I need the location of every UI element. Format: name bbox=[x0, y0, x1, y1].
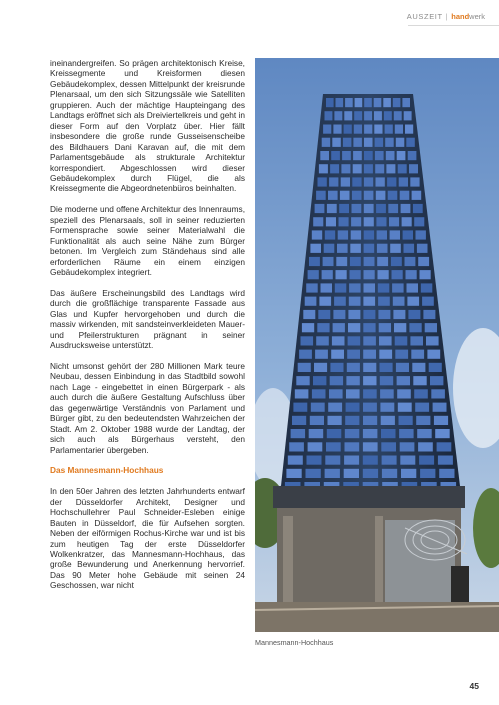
window-pane bbox=[306, 283, 318, 292]
window-pane bbox=[325, 230, 335, 239]
window-pane bbox=[374, 111, 382, 120]
window-pane bbox=[309, 257, 320, 266]
window-pane bbox=[426, 336, 439, 345]
window-pane bbox=[318, 177, 327, 186]
window-pane bbox=[305, 297, 317, 306]
window-pane bbox=[417, 429, 432, 438]
window-pane bbox=[315, 204, 325, 213]
window-pane bbox=[393, 98, 401, 107]
window-pane bbox=[414, 389, 428, 398]
window-pane bbox=[301, 336, 314, 345]
window-pane bbox=[429, 363, 442, 372]
window-pane bbox=[332, 138, 341, 147]
window-pane bbox=[390, 244, 401, 253]
header-section: AUSZEIT bbox=[406, 12, 443, 21]
window-pane bbox=[312, 230, 322, 239]
window-pane bbox=[337, 244, 348, 253]
paragraph-5: In den 50er Jahren des letzten Jahrhunderts entwarf der Düsseldorfer Architekt, Designer und Hochschullehrer Paul Schneider-Esleben einige Bauten in Düsseldorf, die für Aufsehen sorgten. Neben der eiförmigen Rochus-Kirche war und ist bis zum heutigen Tag der erste Düsseldorfer Wolkenkratzer, das Mannesmann-Hochhaus, das große Bewunderung und Anerkennung hervorrief. Das 90 Meter hohe Gebäude mit seinen 24 Geschossen, war nicht bbox=[50, 486, 245, 591]
window-pane bbox=[422, 297, 434, 306]
window-pane bbox=[377, 257, 388, 266]
window-pane bbox=[416, 230, 426, 239]
window-pane bbox=[324, 244, 335, 253]
window-pane bbox=[340, 191, 350, 200]
window-pane bbox=[353, 164, 362, 173]
window-pane bbox=[364, 270, 375, 279]
article-text-column bbox=[50, 58, 245, 601]
window-pane bbox=[364, 191, 374, 200]
window-pane bbox=[349, 283, 361, 292]
window-pane bbox=[404, 244, 415, 253]
window-pane bbox=[363, 376, 376, 385]
window-pane bbox=[339, 217, 349, 226]
window-pane bbox=[346, 389, 360, 398]
window-pane bbox=[398, 403, 412, 412]
window-pane bbox=[332, 336, 345, 345]
window-pane bbox=[414, 217, 424, 226]
window-pane bbox=[342, 151, 351, 160]
window-pane bbox=[317, 323, 329, 332]
window-pane bbox=[298, 363, 311, 372]
window-pane bbox=[347, 363, 360, 372]
window-pane bbox=[292, 416, 306, 425]
window-pane bbox=[403, 230, 413, 239]
window-pane bbox=[319, 297, 331, 306]
window-pane bbox=[363, 323, 375, 332]
window-pane bbox=[349, 297, 361, 306]
header-rule bbox=[408, 25, 499, 26]
window-pane bbox=[398, 164, 407, 173]
window-pane bbox=[409, 323, 421, 332]
window-pane bbox=[410, 177, 419, 186]
window-pane bbox=[404, 111, 412, 120]
window-pane bbox=[299, 350, 312, 359]
window-pane bbox=[399, 429, 414, 438]
window-pane bbox=[394, 111, 402, 120]
window-pane bbox=[291, 429, 306, 438]
window-pane bbox=[307, 456, 322, 465]
window-pane bbox=[386, 151, 395, 160]
window-pane bbox=[309, 429, 324, 438]
window-pane bbox=[438, 456, 453, 465]
window-pane bbox=[363, 363, 376, 372]
window-pane bbox=[425, 323, 437, 332]
window-pane bbox=[393, 297, 405, 306]
running-header bbox=[407, 12, 485, 21]
window-pane bbox=[431, 389, 445, 398]
window-pane bbox=[408, 310, 420, 319]
window-pane bbox=[397, 376, 410, 385]
window-pane bbox=[347, 350, 360, 359]
window-pane bbox=[416, 416, 430, 425]
window-pane bbox=[409, 164, 418, 173]
header-separator: | bbox=[445, 12, 449, 21]
window-pane bbox=[420, 270, 431, 279]
window-pane bbox=[348, 310, 360, 319]
window-pane bbox=[325, 111, 333, 120]
window-pane bbox=[348, 323, 360, 332]
window-pane bbox=[397, 389, 411, 398]
paragraph-1: ineinandergreifen. So prägen architektonisch Kreise, Kreissegmente und Kreisformen diesen Gebäudekomplex, dessen Mittelpunkt der kreisrunde Plenarsaal, um den sich Sitzungssäle wie Satelliten gruppieren. Auch der mächtige Haupteingang des Landtags eröffnet sich als Dreiviertelkreis und geht in dieser Form auf den Vorplatz über. Hier fällt insbesondere die große runde Gusseisenscheibe des Bildhauers Dani Karavan auf, die mit dem Parlamentsgebäude als strukturale Architektur korrespondiert. Abgeschlossen wird dieser Gebäudekomplex durch Flügel, die als Kreissegmente die Abgeordnetenbüros beinhalten. bbox=[50, 58, 245, 194]
window-pane bbox=[344, 125, 352, 134]
window-pane bbox=[352, 204, 362, 213]
window-pane bbox=[381, 416, 395, 425]
window-pane bbox=[379, 323, 391, 332]
paragraph-4: Nicht umsonst gehört der 280 Millionen Mark teure Neubau, dessen Einbindung in das Stadtbild sowohl nach Lage - eingebettet in einen Bürgerpark - als auch durch die äußere Gestaltung Aufschluss über das gegenwärtige Verständnis von Parlament und Bürger gibt, zu den bedeutendsten Wahrzeichen der Stadt. Am 2. Oktober 1988 wurde der Landtag, der sich auch als Bürgerhaus versteht, den Parlamentarier übergeben. bbox=[50, 360, 245, 455]
window-pane bbox=[323, 257, 334, 266]
section-subheading: Das Mannesmann-Hochhaus bbox=[50, 465, 164, 476]
window-pane bbox=[392, 283, 404, 292]
window-pane bbox=[303, 310, 315, 319]
pillar bbox=[375, 516, 383, 602]
window-pane bbox=[417, 244, 428, 253]
window-pane bbox=[316, 191, 326, 200]
window-pane bbox=[364, 164, 373, 173]
paragraph-2: Die moderne und offene Architektur des Innenraums, speziell des Plenarsaals, soll in seiner reduzierten Formensprache sowie seiner Materialwahl die Funktionalität als auch seine Nähe zum Bürger betonen. Im Vergleich zum Ständehaus sind alle erforderlichen Räume ein einem einzigen Gebäudekomplex integriert. bbox=[50, 204, 245, 277]
window-pane bbox=[385, 125, 393, 134]
window-pane bbox=[420, 469, 435, 478]
window-pane bbox=[364, 230, 374, 239]
window-pane bbox=[311, 403, 325, 412]
window-pane bbox=[380, 376, 393, 385]
window-pane bbox=[326, 442, 341, 451]
window-pane bbox=[296, 376, 309, 385]
window-pane bbox=[402, 217, 412, 226]
window-pane bbox=[364, 125, 372, 134]
window-pane bbox=[418, 257, 429, 266]
window-pane bbox=[336, 257, 347, 266]
window-pane bbox=[318, 310, 330, 319]
window-pane bbox=[364, 98, 372, 107]
window-pane bbox=[419, 456, 434, 465]
window-pane bbox=[410, 336, 423, 345]
window-pane bbox=[322, 270, 333, 279]
window-pane bbox=[384, 111, 392, 120]
window-pane bbox=[314, 363, 327, 372]
window-pane bbox=[395, 336, 408, 345]
window-pane bbox=[380, 363, 393, 372]
window-pane bbox=[319, 164, 328, 173]
window-pane bbox=[382, 469, 397, 478]
window-pane bbox=[308, 270, 319, 279]
window-pane bbox=[400, 456, 415, 465]
window-pane bbox=[400, 191, 410, 200]
window-pane bbox=[383, 98, 391, 107]
window-pane bbox=[327, 429, 342, 438]
page-number: 45 bbox=[469, 681, 479, 691]
window-pane bbox=[399, 177, 408, 186]
window-pane bbox=[413, 204, 423, 213]
window-pane bbox=[350, 257, 361, 266]
window-pane bbox=[378, 270, 389, 279]
window-pane bbox=[312, 389, 326, 398]
window-pane bbox=[353, 151, 362, 160]
window-pane bbox=[374, 125, 382, 134]
window-pane bbox=[395, 125, 403, 134]
window-pane bbox=[364, 244, 375, 253]
window-pane bbox=[325, 469, 340, 478]
window-pane bbox=[381, 442, 396, 451]
window-pane bbox=[333, 125, 341, 134]
window-pane bbox=[396, 138, 405, 147]
window-pane bbox=[328, 191, 338, 200]
window-pane bbox=[339, 204, 349, 213]
window-pane bbox=[377, 230, 387, 239]
window-pane bbox=[430, 376, 443, 385]
window-pane bbox=[295, 389, 309, 398]
window-pane bbox=[329, 177, 338, 186]
window-pane bbox=[392, 270, 403, 279]
window-pane bbox=[306, 469, 321, 478]
window-pane bbox=[405, 125, 413, 134]
window-pane bbox=[330, 363, 343, 372]
window-pane bbox=[341, 164, 350, 173]
paragraph-3: Das äußere Erscheinungsbild des Landtags wird durch die großflächige transparente Fassade aus Glas und Kupfer hervorgehoben und durch die massiv wirkenden, mit sandsteinverkleideten Mauer- und Pfeilerstrukturen prägnant in seiner Ausdrucksweise unterstützt. bbox=[50, 287, 245, 351]
window-pane bbox=[353, 138, 362, 147]
window-pane bbox=[363, 310, 375, 319]
window-pane bbox=[439, 469, 454, 478]
window-pane bbox=[345, 416, 359, 425]
window-pane bbox=[427, 350, 440, 359]
window-pane bbox=[376, 177, 385, 186]
window-pane bbox=[390, 230, 400, 239]
window-pane bbox=[363, 469, 378, 478]
brand-bold: hand bbox=[451, 12, 470, 21]
photo-caption: Mannesmann-Hochhaus bbox=[255, 638, 334, 647]
window-pane bbox=[354, 111, 362, 120]
window-pane bbox=[348, 336, 361, 345]
window-pane bbox=[326, 217, 336, 226]
window-pane bbox=[320, 151, 329, 160]
window-pane bbox=[351, 230, 361, 239]
window-pane bbox=[363, 403, 377, 412]
window-pane bbox=[394, 323, 406, 332]
window-pane bbox=[421, 283, 433, 292]
window-pane bbox=[393, 310, 405, 319]
window-pane bbox=[331, 151, 340, 160]
window-pane bbox=[334, 297, 346, 306]
window-pane bbox=[411, 350, 424, 359]
lobby-glass bbox=[385, 520, 455, 602]
window-pane bbox=[333, 310, 345, 319]
window-pane bbox=[308, 442, 323, 451]
window-pane bbox=[322, 138, 331, 147]
window-pane bbox=[415, 403, 429, 412]
window-pane bbox=[352, 191, 362, 200]
window-pane bbox=[382, 456, 397, 465]
window-pane bbox=[399, 416, 413, 425]
window-pane bbox=[375, 164, 384, 173]
window-pane bbox=[326, 98, 334, 107]
window-pane bbox=[402, 98, 410, 107]
window-pane bbox=[335, 283, 347, 292]
window-pane bbox=[336, 98, 344, 107]
window-pane bbox=[408, 151, 417, 160]
window-pane bbox=[376, 217, 386, 226]
window-pane bbox=[350, 244, 361, 253]
window-pane bbox=[375, 138, 384, 147]
window-pane bbox=[329, 389, 343, 398]
window-pane bbox=[407, 297, 419, 306]
window-pane bbox=[423, 310, 435, 319]
window-pane bbox=[288, 456, 303, 465]
window-pane bbox=[345, 98, 353, 107]
window-pane bbox=[328, 403, 342, 412]
header-brand bbox=[451, 12, 485, 21]
window-pane bbox=[334, 111, 342, 120]
window-pane bbox=[315, 350, 328, 359]
window-pane bbox=[381, 429, 396, 438]
window-pane bbox=[354, 125, 362, 134]
window-pane bbox=[418, 442, 433, 451]
window-pane bbox=[330, 164, 339, 173]
window-pane bbox=[352, 177, 361, 186]
window-pane bbox=[380, 403, 394, 412]
window-pane bbox=[379, 336, 392, 345]
window-pane bbox=[344, 456, 359, 465]
window-pane bbox=[376, 191, 386, 200]
window-pane bbox=[437, 442, 452, 451]
window-pane bbox=[325, 456, 340, 465]
window-pane bbox=[364, 217, 374, 226]
window-pane bbox=[405, 257, 416, 266]
window-pane bbox=[364, 283, 376, 292]
window-pane bbox=[377, 244, 388, 253]
window-pane bbox=[412, 191, 422, 200]
window-pane bbox=[355, 98, 363, 107]
window-pane bbox=[397, 151, 406, 160]
window-pane bbox=[345, 442, 360, 451]
window-pane bbox=[412, 363, 425, 372]
window-pane bbox=[344, 469, 359, 478]
window-pane bbox=[374, 98, 382, 107]
window-pane bbox=[313, 217, 323, 226]
window-pane bbox=[378, 297, 390, 306]
window-pane bbox=[346, 376, 359, 385]
window-pane bbox=[386, 164, 395, 173]
window-pane bbox=[341, 177, 350, 186]
window-pane bbox=[407, 283, 419, 292]
window-pane bbox=[401, 204, 411, 213]
window-pane bbox=[328, 416, 342, 425]
window-pane bbox=[364, 257, 375, 266]
window-pane bbox=[363, 429, 378, 438]
window-pane bbox=[395, 350, 408, 359]
window-pane bbox=[313, 376, 326, 385]
window-pane bbox=[363, 456, 378, 465]
window-pane bbox=[364, 204, 374, 213]
window-pane bbox=[378, 283, 390, 292]
window-pane bbox=[379, 350, 392, 359]
window-pane bbox=[364, 111, 372, 120]
window-pane bbox=[286, 469, 301, 478]
window-pane bbox=[336, 270, 347, 279]
window-pane bbox=[378, 310, 390, 319]
window-pane bbox=[363, 442, 378, 451]
window-pane bbox=[289, 442, 304, 451]
window-pane bbox=[396, 363, 409, 372]
brand-light: werk bbox=[469, 12, 485, 21]
window-pane bbox=[333, 323, 345, 332]
window-pane bbox=[385, 138, 394, 147]
window-pane bbox=[363, 350, 376, 359]
window-pane bbox=[316, 336, 329, 345]
window-pane bbox=[406, 138, 415, 147]
window-pane bbox=[434, 416, 448, 425]
window-pane bbox=[387, 177, 396, 186]
window-pane bbox=[323, 125, 331, 134]
window-pane bbox=[388, 191, 398, 200]
window-pane bbox=[343, 138, 352, 147]
window-pane bbox=[400, 442, 415, 451]
window-pane bbox=[388, 204, 398, 213]
window-pane bbox=[364, 177, 373, 186]
window-pane bbox=[406, 270, 417, 279]
window-pane bbox=[389, 217, 399, 226]
mannesmann-tower-photo bbox=[255, 58, 499, 632]
window-pane bbox=[364, 151, 373, 160]
window-pane bbox=[293, 403, 307, 412]
window-pane bbox=[302, 323, 314, 332]
window-pane bbox=[331, 350, 344, 359]
window-pane bbox=[346, 403, 360, 412]
window-pane bbox=[375, 151, 384, 160]
window-pane bbox=[363, 297, 375, 306]
window-pane bbox=[338, 230, 348, 239]
window-pane bbox=[433, 403, 447, 412]
window-pane bbox=[344, 111, 352, 120]
window-pane bbox=[401, 469, 416, 478]
window-pane bbox=[351, 217, 361, 226]
window-pane bbox=[321, 283, 333, 292]
window-pane bbox=[363, 389, 377, 398]
window-pane bbox=[364, 138, 373, 147]
window-pane bbox=[363, 336, 376, 345]
window-pane bbox=[327, 204, 337, 213]
window-pane bbox=[376, 204, 386, 213]
window-pane bbox=[350, 270, 361, 279]
window-pane bbox=[310, 416, 324, 425]
window-pane bbox=[391, 257, 402, 266]
pillar bbox=[283, 516, 293, 602]
window-pane bbox=[345, 429, 360, 438]
window-pane bbox=[435, 429, 450, 438]
window-pane bbox=[413, 376, 426, 385]
window-pane bbox=[363, 416, 377, 425]
tower-illustration bbox=[255, 58, 499, 632]
tower-base-band bbox=[273, 486, 465, 508]
window-pane bbox=[310, 244, 321, 253]
window-pane bbox=[380, 389, 394, 398]
window-pane bbox=[330, 376, 343, 385]
